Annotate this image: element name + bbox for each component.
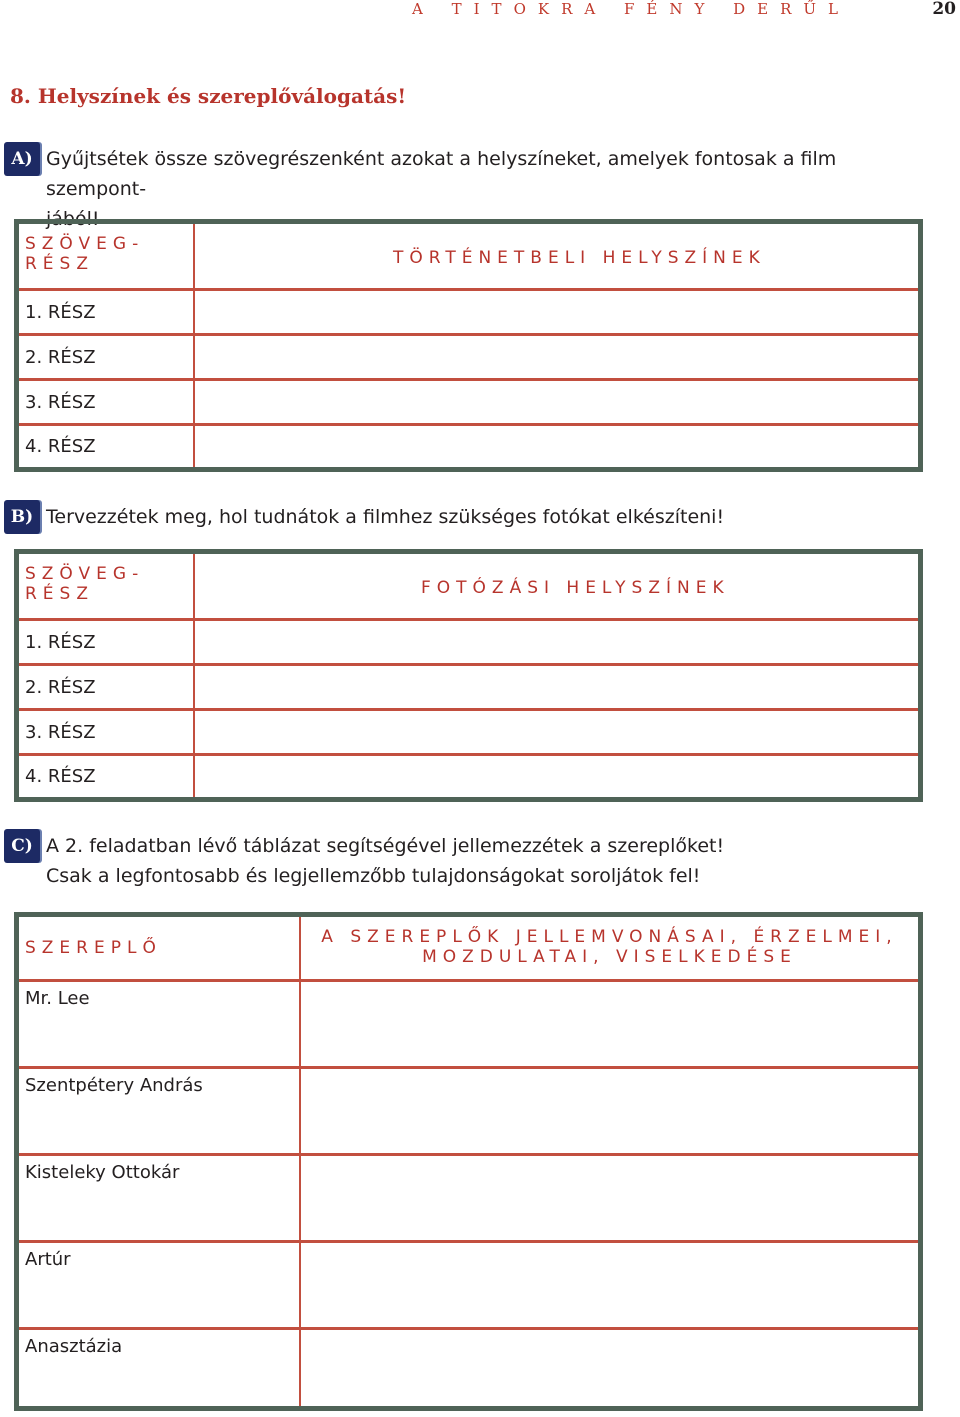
table-a-row-label: 1. RÉSZ (17, 290, 195, 335)
task-b-text (46, 502, 724, 532)
task-c-line-1: A 2. feladatban lévő táblázat segítségével jellemezzétek a szereplőket! (46, 835, 725, 857)
task-a-line-2: jából! (46, 208, 100, 230)
table-b-col2-label: FOTÓZÁSI HELYSZÍNEK (421, 578, 730, 598)
table-b-header-row (17, 552, 921, 620)
task-c-text (46, 831, 724, 891)
table-row (17, 620, 921, 665)
table-a-row-label: 3. RÉSZ (17, 380, 195, 425)
table-c-row-label: Anasztázia (17, 1329, 301, 1409)
table-row (17, 755, 921, 800)
table-b (14, 549, 923, 802)
table-c-col1-header (17, 915, 301, 981)
table-c-row-label: Kisteleky Ottokár (17, 1155, 301, 1242)
table-a (14, 219, 923, 472)
table-row (17, 1242, 921, 1329)
table-c-col1-label: SZEREPLŐ (25, 938, 162, 958)
table-b-row-label: 4. RÉSZ (17, 755, 195, 800)
table-row (17, 380, 921, 425)
table-b-col1-line2: RÉSZ (25, 584, 94, 604)
table-row (17, 981, 921, 1068)
table-c-col2-header (300, 915, 921, 981)
table-c-answer-cell[interactable] (300, 1329, 921, 1409)
table-b-answer-cell[interactable] (194, 620, 921, 665)
table-c (14, 912, 923, 1411)
table-c-header-row (17, 915, 921, 981)
running-header: A TITOKRA FÉNY DERŰL (412, 0, 850, 18)
table-row (17, 425, 921, 470)
table-row (17, 710, 921, 755)
table-row (17, 290, 921, 335)
table-c-row-label: Szentpétery András (17, 1068, 301, 1155)
table-row (17, 1068, 921, 1155)
table-a-row-label: 4. RÉSZ (17, 425, 195, 470)
table-a-col1-line1: SZÖVEG- (25, 234, 145, 254)
table-c-answer-cell[interactable] (300, 1068, 921, 1155)
table-a-answer-cell[interactable] (194, 335, 921, 380)
table-a-header-row (17, 222, 921, 290)
table-row (17, 335, 921, 380)
task-a-line-1: Gyűjtsétek össze szövegrészenként azokat a helyszíneket, amelyek fontosak a film szempont- (46, 148, 837, 200)
task-a-badge: A) (4, 142, 40, 176)
table-b-answer-cell[interactable] (194, 665, 921, 710)
table-c-col2-line2: MOZDULATAI, VISELKEDÉSE (422, 947, 797, 967)
table-b-row-label: 2. RÉSZ (17, 665, 195, 710)
table-b-answer-cell[interactable] (194, 755, 921, 800)
table-c-answer-cell[interactable] (300, 981, 921, 1068)
table-c-answer-cell[interactable] (300, 1155, 921, 1242)
table-row (17, 1329, 921, 1409)
table-c-answer-cell[interactable] (300, 1242, 921, 1329)
table-a-answer-cell[interactable] (194, 425, 921, 470)
table-a-answer-cell[interactable] (194, 290, 921, 335)
table-b-col2-header (194, 552, 921, 620)
table-c-col2-line1: A SZEREPLŐK JELLEMVONÁSAI, ÉRZELMEI, (321, 927, 898, 947)
table-c-row-label: Mr. Lee (17, 981, 301, 1068)
table-row (17, 665, 921, 710)
page-number: 20 (932, 0, 956, 19)
table-a-row-label: 2. RÉSZ (17, 335, 195, 380)
table-a-col2-header (194, 222, 921, 290)
task-c-line-2: Csak a legfontosabb és legjellemzőbb tulajdonságokat soroljátok fel! (46, 865, 701, 887)
table-b-answer-cell[interactable] (194, 710, 921, 755)
table-b-row-label: 1. RÉSZ (17, 620, 195, 665)
task-c-badge: C) (4, 829, 40, 863)
task-b-badge: B) (4, 500, 40, 534)
table-b-col1-header (17, 552, 195, 620)
table-a-answer-cell[interactable] (194, 380, 921, 425)
section-title: 8. Helyszínek és szereplőválogatás! (10, 84, 407, 108)
table-a-col2-label: TÖRTÉNETBELI HELYSZÍNEK (393, 248, 766, 268)
table-b-row-label: 3. RÉSZ (17, 710, 195, 755)
task-b-line-1: Tervezzétek meg, hol tudnátok a filmhez szükséges fotókat elkészíteni! (46, 506, 725, 528)
table-c-row-label: Artúr (17, 1242, 301, 1329)
table-a-col1-line2: RÉSZ (25, 254, 94, 274)
table-row (17, 1155, 921, 1242)
table-a-col1-header (17, 222, 195, 290)
table-b-col1-line1: SZÖVEG- (25, 564, 145, 584)
